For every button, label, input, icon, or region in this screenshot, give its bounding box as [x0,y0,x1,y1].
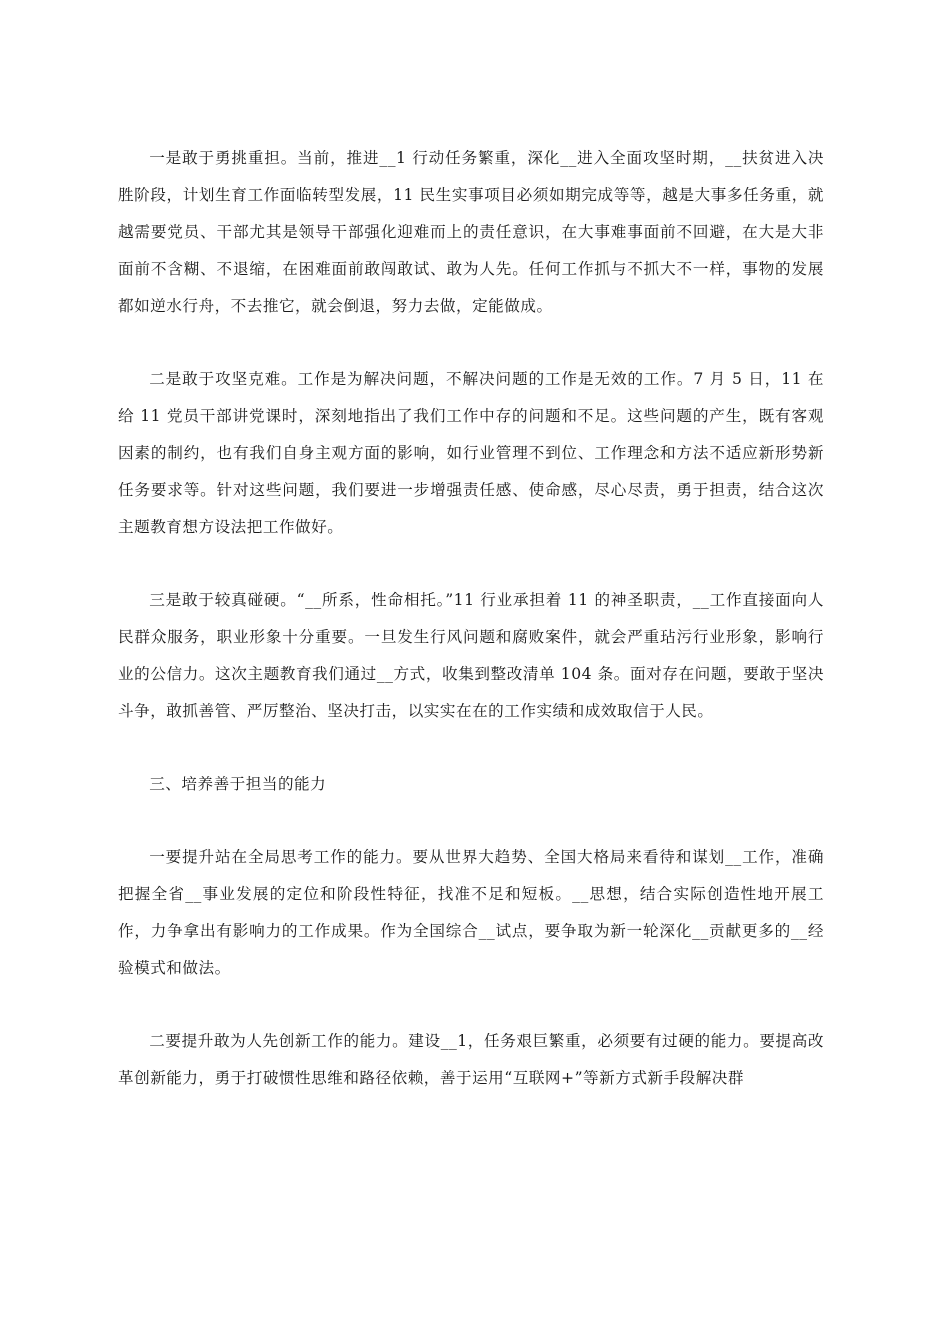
paragraph-innovation: 二要提升敢为人先创新工作的能力。建设__1，任务艰巨繁重，必须要有过硬的能力。要提高改革创新能力，勇于打破惯性思维和路径依赖，善于运用“互联网+”等新方式新手段解决群 [118,1032,824,1087]
paragraph-dare-to-take-responsibility: 一是敢于勇挑重担。当前，推进__1 行动任务繁重，深化__进入全面攻坚时期，__扶贫进入决胜阶段，计划生育工作面临转型发展，11 民生实事项目必须如期完成等等，越是大事多任务重，就越需要党员、干部尤其是领导干部强化迎难而上的责任意识，在大事难事面前不回避，在大是大非面前不含糊、不退缩，在困难面前敢闯敢试、敢为人先。任何工作抓与不抓大不一样，事物的发展都如逆水行舟，不去推它，就会倒退，努力去做，定能做成。 [118,149,824,315]
document-body [118,140,824,1133]
section-heading: 三、培养善于担当的能力 [149,775,327,793]
paragraph-be-serious: 三是敢于较真碰硬。“__所系，性命相托。”11 行业承担着 11 的神圣职责，__工作直接面向人民群众服务，职业形象十分重要。一旦发生行风问题和腐败案件，就会严重玷污行业形象，影响行业的公信力。这次主题教育我们通过__方式，收集到整改清单 104 条。面对存在问题，要敢于坚决斗争，敢抓善管、严厉整治、坚决打击，以实实在在的工作实绩和成效取信于人民。 [118,591,824,720]
paragraph-tackle-difficulties: 二是敢于攻坚克难。工作是为解决问题，不解决问题的工作是无效的工作。7 月 5 日，11 在给 11 党员干部讲党课时，深刻地指出了我们工作中存的问题和不足。这些问题的产生，既有客观因素的制约，也有我们自身主观方面的影响，如行业管理不到位、工作理念和方法不适应新形势新任务要求等。针对这些问题，我们要进一步增强责任感、使命感，尽心尽责，勇于担责，结合这次主题教育想方设法把工作做好。 [118,370,824,536]
paragraph-global-thinking: 一要提升站在全局思考工作的能力。要从世界大趋势、全国大格局来看待和谋划__工作，准确把握全省__事业发展的定位和阶段性特征，找准不足和短板。__思想，结合实际创造性地开展工作，力争拿出有影响力的工作成果。作为全国综合__试点，要争取为新一轮深化__贡献更多的__经验模式和做法。 [118,848,824,977]
